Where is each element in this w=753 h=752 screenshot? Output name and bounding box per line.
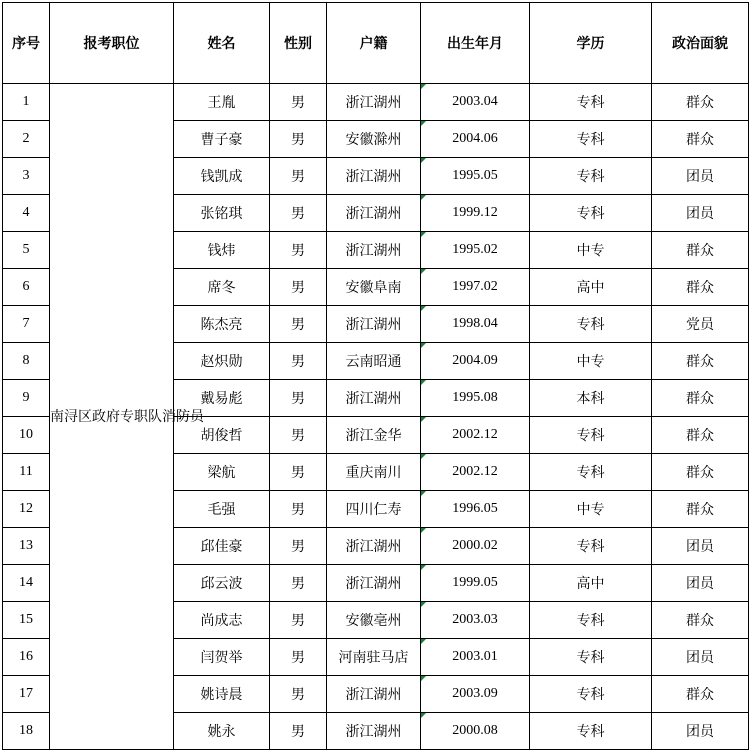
hometown-cell: [327, 417, 421, 454]
seq-cell-text: 14: [19, 575, 33, 590]
education-cell-text: 高中: [576, 280, 605, 296]
seq-cell: [3, 232, 50, 269]
seq-cell: [3, 528, 50, 565]
cell-marker-icon: [421, 380, 426, 385]
seq-cell: [3, 417, 50, 454]
political-cell-text: 群众: [686, 428, 714, 444]
education-cell-text: 专科: [576, 650, 605, 666]
name-cell: [174, 713, 270, 750]
table-row: [3, 84, 749, 121]
birth-cell: [421, 380, 530, 417]
political-cell: [652, 417, 749, 454]
seq-cell: [3, 639, 50, 676]
cell-marker-icon: [421, 195, 426, 200]
birth-cell: [421, 565, 530, 602]
header-education: 学历: [530, 3, 652, 84]
political-cell-text: 群众: [686, 243, 714, 259]
roster-body: [3, 84, 749, 750]
header-birth: 出生年月: [421, 3, 530, 84]
cell-marker-icon: [421, 417, 426, 422]
political-cell: [652, 491, 749, 528]
birth-cell: [421, 84, 530, 121]
hometown-cell-text: 云南昭通: [345, 354, 402, 370]
education-cell: [530, 121, 652, 158]
political-cell: [652, 565, 749, 602]
hometown-cell-text: 重庆南川: [345, 465, 402, 481]
birth-cell-text: 2000.02: [452, 538, 498, 553]
political-cell-text: 群众: [686, 280, 714, 296]
seq-cell-text: 17: [19, 686, 33, 701]
birth-cell-text: 1999.05: [452, 575, 498, 590]
seq-cell: [3, 343, 50, 380]
hometown-cell-text: 浙江湖州: [345, 391, 402, 407]
cell-marker-icon: [421, 676, 426, 681]
seq-cell: [3, 491, 50, 528]
hometown-cell: [327, 528, 421, 565]
birth-cell-text: 2003.09: [452, 686, 498, 701]
political-cell: [652, 454, 749, 491]
gender-cell: [270, 232, 327, 269]
seq-cell: [3, 306, 50, 343]
gender-cell-text: 男: [291, 280, 305, 296]
gender-cell: [270, 528, 327, 565]
education-cell-text: 专科: [576, 724, 605, 740]
gender-cell: [270, 565, 327, 602]
political-cell-text: 团员: [686, 539, 714, 555]
political-cell-text: 群众: [686, 95, 714, 111]
cell-marker-icon: [421, 713, 426, 718]
hometown-cell-text: 浙江湖州: [345, 206, 402, 222]
gender-cell-text: 男: [291, 95, 305, 111]
cell-marker-icon: [421, 306, 426, 311]
gender-cell-text: 男: [291, 539, 305, 555]
header-row: [3, 3, 749, 84]
birth-cell-text: 1995.02: [452, 242, 498, 257]
seq-cell-text: 6: [22, 279, 30, 294]
cell-marker-icon: [421, 528, 426, 533]
header-seq: 序号: [3, 3, 50, 84]
cell-marker-icon: [421, 158, 426, 163]
birth-cell-text: 1998.04: [452, 316, 498, 331]
education-cell-text: 中专: [576, 243, 605, 259]
political-cell-text: 团员: [686, 169, 714, 185]
hometown-cell-text: 河南驻马店: [338, 650, 409, 666]
political-cell: [652, 158, 749, 195]
seq-cell: [3, 676, 50, 713]
birth-cell: [421, 639, 530, 676]
cell-marker-icon: [421, 565, 426, 570]
birth-cell-text: 2003.01: [452, 649, 498, 664]
name-cell: [174, 343, 270, 380]
education-cell: [530, 528, 652, 565]
header-political: 政治面貌: [652, 3, 749, 84]
hometown-cell-text: 浙江湖州: [345, 169, 402, 185]
seq-cell: [3, 269, 50, 306]
cell-marker-icon: [421, 602, 426, 607]
education-cell: [530, 417, 652, 454]
birth-cell-text: 1999.12: [452, 205, 498, 220]
hometown-cell: [327, 195, 421, 232]
political-cell: [652, 528, 749, 565]
gender-cell-text: 男: [291, 317, 305, 333]
birth-cell-text: 2003.04: [452, 94, 498, 109]
header-position: 报考职位: [50, 3, 174, 84]
education-cell-text: 专科: [576, 687, 605, 703]
hometown-cell: [327, 343, 421, 380]
gender-cell-text: 男: [291, 724, 305, 740]
gender-cell-text: 男: [291, 465, 305, 481]
hometown-cell-text: 浙江湖州: [345, 724, 402, 740]
name-cell-text: 钱炜: [207, 243, 236, 259]
birth-cell-text: 1997.02: [452, 279, 498, 294]
education-cell: [530, 195, 652, 232]
name-cell-text: 钱凯成: [200, 169, 243, 185]
name-cell: [174, 565, 270, 602]
political-cell: [652, 676, 749, 713]
seq-cell: [3, 454, 50, 491]
birth-cell: [421, 491, 530, 528]
seq-cell: [3, 121, 50, 158]
gender-cell: [270, 491, 327, 528]
education-cell: [530, 713, 652, 750]
education-cell: [530, 380, 652, 417]
political-cell: [652, 232, 749, 269]
candidate-roster-table: [2, 2, 749, 750]
hometown-cell-text: 安徽亳州: [345, 613, 402, 629]
seq-cell: [3, 158, 50, 195]
hometown-cell: [327, 269, 421, 306]
name-cell: [174, 121, 270, 158]
political-cell: [652, 195, 749, 232]
political-cell: [652, 84, 749, 121]
cell-marker-icon: [421, 84, 426, 89]
seq-cell-text: 3: [22, 168, 30, 183]
seq-cell-text: 15: [19, 612, 33, 627]
birth-cell-text: 2003.03: [452, 612, 498, 627]
birth-cell: [421, 158, 530, 195]
seq-cell-text: 5: [22, 242, 30, 257]
political-cell-text: 团员: [686, 206, 714, 222]
gender-cell: [270, 121, 327, 158]
name-cell: [174, 491, 270, 528]
cell-marker-icon: [421, 491, 426, 496]
gender-cell: [270, 454, 327, 491]
education-cell-text: 本科: [576, 391, 605, 407]
political-cell-text: 群众: [686, 613, 714, 629]
birth-cell-text: 2002.12: [452, 427, 498, 442]
cell-marker-icon: [421, 269, 426, 274]
seq-cell-text: 4: [22, 205, 30, 220]
education-cell: [530, 639, 652, 676]
name-cell: [174, 158, 270, 195]
name-cell: [174, 306, 270, 343]
name-cell-text: 席冬: [207, 280, 236, 296]
hometown-cell: [327, 84, 421, 121]
political-cell-text: 群众: [686, 465, 714, 481]
political-cell-text: 群众: [686, 502, 714, 518]
name-cell-text: 戴易彪: [200, 391, 243, 407]
gender-cell-text: 男: [291, 650, 305, 666]
education-cell: [530, 676, 652, 713]
education-cell-text: 专科: [576, 169, 605, 185]
hometown-cell-text: 浙江湖州: [345, 317, 402, 333]
political-cell-text: 群众: [686, 391, 714, 407]
name-cell: [174, 454, 270, 491]
name-cell: [174, 602, 270, 639]
birth-cell: [421, 713, 530, 750]
gender-cell-text: 男: [291, 169, 305, 185]
hometown-cell-text: 浙江湖州: [345, 576, 402, 592]
education-cell: [530, 306, 652, 343]
name-cell-text: 胡俊哲: [200, 428, 243, 444]
seq-cell: [3, 713, 50, 750]
gender-cell: [270, 84, 327, 121]
name-cell: [174, 269, 270, 306]
seq-cell-text: 1: [22, 94, 30, 109]
gender-cell-text: 男: [291, 132, 305, 148]
gender-cell-text: 男: [291, 428, 305, 444]
education-cell: [530, 269, 652, 306]
name-cell-text: 闫贺举: [200, 650, 243, 666]
name-cell-text: 梁航: [207, 465, 236, 481]
cell-marker-icon: [421, 121, 426, 126]
seq-cell-text: 10: [19, 427, 33, 442]
birth-cell: [421, 121, 530, 158]
education-cell-text: 专科: [576, 317, 605, 333]
name-cell-text: 王胤: [207, 95, 236, 111]
name-cell-text: 曹子豪: [200, 132, 243, 148]
birth-cell: [421, 602, 530, 639]
education-cell-text: 专科: [576, 539, 605, 555]
education-cell: [530, 232, 652, 269]
seq-cell: [3, 195, 50, 232]
education-cell: [530, 602, 652, 639]
name-cell: [174, 84, 270, 121]
political-cell: [652, 380, 749, 417]
gender-cell: [270, 269, 327, 306]
name-cell: [174, 195, 270, 232]
political-cell: [652, 713, 749, 750]
hometown-cell-text: 安徽滁州: [345, 132, 402, 148]
education-cell-text: 专科: [576, 95, 605, 111]
birth-cell: [421, 676, 530, 713]
political-cell: [652, 343, 749, 380]
gender-cell: [270, 676, 327, 713]
cell-marker-icon: [421, 343, 426, 348]
education-cell-text: 中专: [576, 502, 605, 518]
position-cell: [50, 84, 204, 750]
gender-cell: [270, 158, 327, 195]
name-cell: [174, 528, 270, 565]
seq-cell-text: 9: [22, 390, 30, 405]
education-cell: [530, 84, 652, 121]
political-cell-text: 团员: [686, 724, 714, 740]
name-cell: [174, 639, 270, 676]
gender-cell-text: 男: [291, 687, 305, 703]
hometown-cell-text: 浙江湖州: [345, 243, 402, 259]
political-cell-text: 党员: [686, 317, 714, 333]
seq-cell: [3, 565, 50, 602]
gender-cell-text: 男: [291, 354, 305, 370]
seq-cell-text: 11: [19, 464, 33, 479]
gender-cell: [270, 380, 327, 417]
education-cell-text: 高中: [576, 576, 605, 592]
cell-marker-icon: [421, 232, 426, 237]
birth-cell-text: 2004.09: [452, 353, 498, 368]
political-cell-text: 群众: [686, 132, 714, 148]
gender-cell-text: 男: [291, 206, 305, 222]
political-cell-text: 群众: [686, 687, 714, 703]
seq-cell-text: 12: [19, 501, 33, 516]
education-cell: [530, 491, 652, 528]
seq-cell-text: 16: [19, 649, 33, 664]
education-cell: [530, 343, 652, 380]
header-hometown: 户籍: [327, 3, 421, 84]
hometown-cell: [327, 380, 421, 417]
political-cell-text: 团员: [686, 576, 714, 592]
political-cell: [652, 306, 749, 343]
name-cell: [174, 676, 270, 713]
hometown-cell: [327, 454, 421, 491]
birth-cell: [421, 528, 530, 565]
name-cell-text: 陈杰亮: [200, 317, 243, 333]
birth-cell: [421, 343, 530, 380]
gender-cell-text: 男: [291, 243, 305, 259]
seq-cell-text: 8: [22, 353, 30, 368]
education-cell-text: 中专: [576, 354, 605, 370]
birth-cell: [421, 306, 530, 343]
hometown-cell: [327, 713, 421, 750]
hometown-cell: [327, 306, 421, 343]
birth-cell: [421, 454, 530, 491]
hometown-cell: [327, 639, 421, 676]
gender-cell: [270, 639, 327, 676]
education-cell: [530, 158, 652, 195]
birth-cell: [421, 417, 530, 454]
name-cell: [174, 232, 270, 269]
seq-cell: [3, 380, 50, 417]
cell-marker-icon: [421, 639, 426, 644]
header-name: 姓名: [174, 3, 270, 84]
hometown-cell-text: 安徽阜南: [345, 280, 402, 296]
political-cell-text: 团员: [686, 650, 714, 666]
cell-marker-icon: [421, 454, 426, 459]
gender-cell: [270, 602, 327, 639]
political-cell: [652, 121, 749, 158]
hometown-cell: [327, 491, 421, 528]
birth-cell: [421, 232, 530, 269]
gender-cell-text: 男: [291, 613, 305, 629]
name-cell-text: 赵炽勋: [200, 354, 243, 370]
hometown-cell: [327, 232, 421, 269]
hometown-cell-text: 浙江金华: [345, 428, 402, 444]
birth-cell: [421, 269, 530, 306]
gender-cell: [270, 713, 327, 750]
birth-cell-text: 2004.06: [452, 131, 498, 146]
hometown-cell: [327, 121, 421, 158]
seq-cell: [3, 602, 50, 639]
hometown-cell: [327, 676, 421, 713]
education-cell-text: 专科: [576, 465, 605, 481]
political-cell-text: 群众: [686, 354, 714, 370]
hometown-cell: [327, 158, 421, 195]
gender-cell-text: 男: [291, 502, 305, 518]
education-cell: [530, 565, 652, 602]
political-cell: [652, 602, 749, 639]
hometown-cell: [327, 602, 421, 639]
education-cell-text: 专科: [576, 428, 605, 444]
hometown-cell-text: 浙江湖州: [345, 539, 402, 555]
birth-cell-text: 1996.05: [452, 501, 498, 516]
birth-cell: [421, 195, 530, 232]
gender-cell-text: 男: [291, 576, 305, 592]
birth-cell-text: 2002.12: [452, 464, 498, 479]
hometown-cell: [327, 565, 421, 602]
education-cell-text: 专科: [576, 206, 605, 222]
name-cell-text: 张铭琪: [200, 206, 243, 222]
name-cell-text: 邱佳豪: [200, 539, 243, 555]
seq-cell-text: 7: [22, 316, 30, 331]
education-cell-text: 专科: [576, 132, 605, 148]
position-text: 南浔区政府专职队消防员: [50, 408, 204, 425]
gender-cell-text: 男: [291, 391, 305, 407]
name-cell-text: 姚永: [207, 724, 236, 740]
name-cell-text: 尚成志: [200, 613, 243, 629]
seq-cell: [3, 84, 50, 121]
birth-cell-text: 1995.05: [452, 168, 498, 183]
birth-cell-text: 2000.08: [452, 723, 498, 738]
political-cell: [652, 269, 749, 306]
seq-cell-text: 2: [22, 131, 30, 146]
hometown-cell-text: 浙江湖州: [345, 95, 402, 111]
name-cell-text: 姚诗晨: [200, 687, 243, 703]
political-cell: [652, 639, 749, 676]
seq-cell-text: 18: [19, 723, 33, 738]
header-gender: 性别: [270, 3, 327, 84]
name-cell-text: 邱云波: [200, 576, 243, 592]
name-cell-text: 毛强: [207, 502, 236, 518]
education-cell-text: 专科: [576, 613, 605, 629]
seq-cell-text: 13: [19, 538, 33, 553]
hometown-cell-text: 四川仁寿: [345, 502, 402, 518]
gender-cell: [270, 343, 327, 380]
birth-cell-text: 1995.08: [452, 390, 498, 405]
education-cell: [530, 454, 652, 491]
gender-cell: [270, 195, 327, 232]
gender-cell: [270, 417, 327, 454]
hometown-cell-text: 浙江湖州: [345, 687, 402, 703]
gender-cell: [270, 306, 327, 343]
